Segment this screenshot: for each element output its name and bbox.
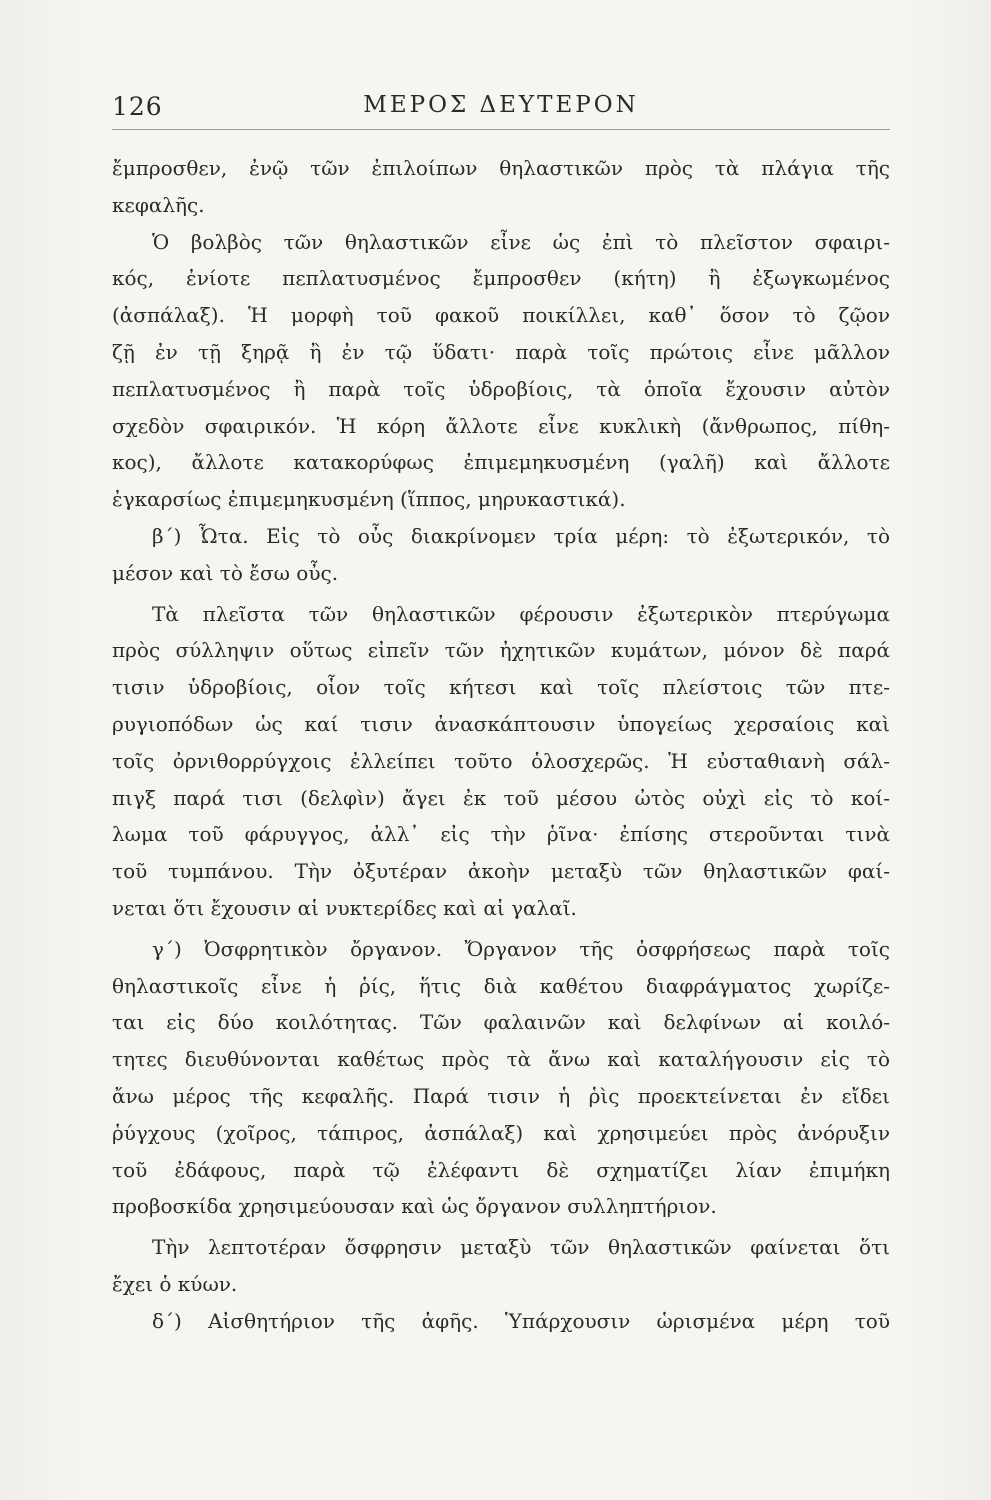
text-line: β´) Ὦτα. Εἰς τὸ οὖς διακρίνομεν τρία μέρη: τὸ ἐξωτερικόν, τὸ	[152, 523, 890, 548]
text-line: πιγξ παρά τισι (δελφὶν) ἄγει ἐκ τοῦ μέσου ὠτὸς οὐχὶ εἰς τὸ κοί-	[112, 785, 890, 810]
text-line: τοῦ τυμπάνου. Τὴν ὀξυτέραν ἀκοὴν μεταξὺ τῶν θηλαστικῶν φαί-	[112, 859, 890, 884]
page-number: 126	[112, 92, 163, 121]
header-rule	[112, 129, 890, 130]
text-line: ἔμπροσθεν, ἐνῷ τῶν ἐπιλοίπων θηλαστικῶν πρὸς τὰ πλάγια τῆς	[112, 156, 890, 180]
text-line: τοῦ ἐδάφους, παρὰ τῷ ἐλέφαντι δὲ σχηματίζει λίαν ἐπιμήκη	[112, 1157, 890, 1182]
text-line: ἄνω μέρος τῆς κεφαλῆς. Παρά τισιν ἡ ῥὶς προεκτείνεται ἐν εἴδει	[112, 1083, 890, 1108]
text-line: μέσον καὶ τὸ ἔσω οὖς.	[112, 560, 339, 585]
text-line: Τὰ πλεῖστα τῶν θηλαστικῶν φέρουσιν ἐξωτερικὸν πτερύγωμα	[152, 601, 890, 626]
text-line: ζῇ ἐν τῇ ξηρᾷ ἢ ἐν τῷ ὕδατι· παρὰ τοῖς πρώτοις εἶνε μᾶλλον	[112, 339, 890, 364]
text-line: σχεδὸν σφαιρικόν. Ἡ κόρη ἄλλοτε εἶνε κυκλικὴ (ἄνθρωπος, πίθη-	[112, 413, 890, 438]
text-line: ἔχει ὁ κύων.	[112, 1271, 238, 1296]
text-line: τισιν ὑδροβίοις, οἷον τοῖς κήτεσι καὶ τοῖς πλείστοις τῶν πτε-	[112, 675, 890, 700]
text-line: δ´) Αἰσθητήριον τῆς ἁφῆς. Ὑπάρχουσιν ὡρισμένα μέρη τοῦ	[152, 1308, 890, 1333]
text-line: Τὴν λεπτοτέραν ὄσφρησιν μεταξὺ τῶν θηλαστικῶν φαίνεται ὅτι	[152, 1235, 890, 1260]
text-line: Ὁ βολβὸς τῶν θηλαστικῶν εἶνε ὡς ἐπὶ τὸ πλεῖστον σφαιρι-	[152, 229, 890, 254]
text-line: λωμα τοῦ φάρυγγος, ἀλλ᾽ εἰς τὴν ῥῖνα· ἐπίσης στεροῦνται τινὰ	[112, 822, 890, 847]
text-line: (ἀσπάλαξ). Ἡ μορφὴ τοῦ φακοῦ ποικίλλει, καθ᾽ ὅσον τὸ ζῷον	[112, 303, 890, 328]
text-line: πρὸς σύλληψιν οὕτως εἰπεῖν τῶν ἠχητικῶν κυμάτων, μόνον δὲ παρά	[112, 638, 890, 663]
text-line: θηλαστικοῖς εἶνε ἡ ῥίς, ἥτις διὰ καθέτου διαφράγματος χωρίζε-	[112, 973, 890, 998]
text-line: προβοσκίδα χρησιμεύουσαν καὶ ὡς ὄργανον συλληπτήριον.	[112, 1194, 717, 1219]
text-line: ἐγκαρσίως ἐπιμεμηκυσμένη (ἵππος, μηρυκαστικά).	[112, 487, 626, 512]
text-line: πεπλατυσμένος ἢ παρὰ τοῖς ὑδροβίοις, τὰ ὁποῖα ἔχουσιν αὐτὸν	[112, 376, 890, 401]
text-line: κεφαλῆς.	[112, 192, 205, 217]
text-line: γ´) Ὀσφρητικὸν ὄργανον. Ὄργανον τῆς ὀσφρήσεως παρὰ τοῖς	[152, 936, 890, 961]
text-line: τοῖς ὀρνιθορρύγχοις ἐλλείπει τοῦτο ὁλοσχερῶς. Ἡ εὐσταθιανὴ σάλ-	[112, 748, 890, 773]
text-line: ῥύγχους (χοῖρος, τάπιρος, ἀσπάλαξ) καὶ χρησιμεύει πρὸς ἀνόρυξιν	[112, 1120, 890, 1145]
running-title: ΜΕΡΟΣ ΔΕΥΤΕΡΟΝ	[363, 92, 639, 118]
text-line: νεται ὅτι ἔχουσιν αἱ νυκτερίδες καὶ αἱ γαλαῖ.	[112, 895, 577, 920]
text-line: ρυγιοπόδων ὡς καί τισιν ἀνασκάπτουσιν ὑπογείως χερσαίοις καὶ	[112, 711, 890, 736]
page-header	[112, 92, 890, 132]
text-line: τητες διευθύνονται καθέτως πρὸς τὰ ἄνω καὶ καταλήγουσιν εἰς τὸ	[112, 1047, 890, 1072]
text-line: κός, ἐνίοτε πεπλατυσμένος ἔμπροσθεν (κήτη) ἢ ἐξωγκωμένος	[112, 266, 890, 291]
body-text	[112, 150, 890, 1340]
text-line: ται εἰς δύο κοιλότητας. Τῶν φαλαινῶν καὶ δελφίνων αἱ κοιλό-	[112, 1010, 890, 1035]
text-line: κος), ἄλλοτε κατακορύφως ἐπιμεμηκυσμένη (γαλῆ) καὶ ἄλλοτε	[112, 450, 890, 475]
